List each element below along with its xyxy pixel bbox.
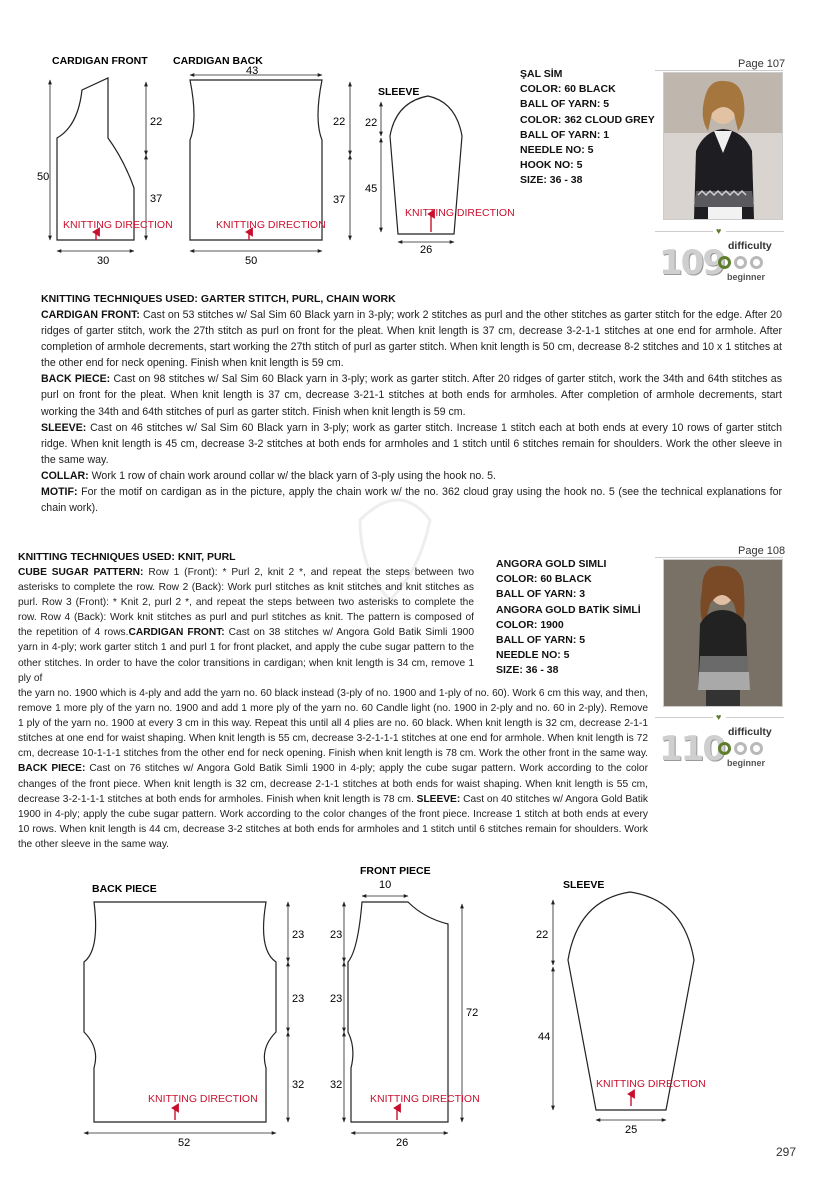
cardigan-front-title: CARDIGAN FRONT [52,55,148,67]
instruction-paragraph: MOTIF: For the motif on cardigan as in the picture, apply the chain work w/ the no. 362 cloud gray using the hook no. 5 (see the technical explanations for chain work). [41,486,782,515]
back2-b-dim: 23 [292,993,305,1005]
model-110-photo-art [664,560,782,706]
instructions-109 [41,307,782,516]
instruction-paragraph: CUBE SUGAR PATTERN: Row 1 (Front): * Purl 2, knit 2 *, and repeat the steps between two asterisks to complete the row. Row 2 (Back): Work purl stitches as knit stitches and knit stitches as purl. Row 3 (Front): * Knit 2, purl 2 *, and repeat the steps between two asterisks to complete the row. Row 4 (Back): Work knit stitches as purl and purl stitches as knit. The pattern is composed of the repetition of 4 rows.CARDIGAN FRONT: Cast on 38 stitches w/ Angora Gold Batik Simli 1900 yarn in 4-ply; work garter stitch 1 and purl 1 for front placket, and apply the cube sugar pattern to the other stitches. In order to have the color transitions in cardigan; when knit length is 34 cm, remove 1 ply of [18,567,474,684]
spec-line: BALL OF YARN: 3 [496,588,586,601]
front2-c-dim: 32 [330,1079,343,1091]
cardigan-front-outline [57,78,134,240]
front2-knitting-direction: KNITTING DIRECTION [370,1093,480,1105]
back-piece-title: BACK PIECE [92,883,157,895]
page-label-107: Page 107 [738,58,786,70]
back2-width-dim: 52 [178,1137,191,1149]
back-top-dim: 43 [246,65,259,77]
sleeve2-width-dim: 25 [625,1124,638,1136]
front-piece-title: FRONT PIECE [360,865,431,877]
front-upper-dim: 22 [150,116,163,128]
heart-rule-109b [726,231,784,232]
back-upper-dim: 22 [333,116,346,128]
sleeve-title-2: SLEEVE [563,879,605,891]
cardigan-back-title: CARDIGAN BACK [173,55,263,67]
heart-marker-109: ♥ [716,226,722,236]
spec-line: BALL OF YARN: 1 [520,128,610,141]
model-110-photo [663,559,783,707]
level-110: beginner [727,758,766,768]
instruction-paragraph: SLEEVE: Cast on 46 stitches w/ Sal Sim 60 Black yarn in 3-ply; work as garter stitch. Increase 1 stitch each at both ends at every 10 rows of garter stitch ridge. When knit length is 45 cm, decrease 3-2 stitches at both ends for armholes and 1 stitch until 6 stitches remain for shoulders. Work the other sleeve in the same way. [41,421,782,466]
front2-width-dim: 26 [396,1137,409,1149]
difficulty-dots-109 [718,256,770,272]
sleeve-title-1: SLEEVE [378,86,420,98]
spec-line: COLOR: 362 CLOUD GREY [520,113,655,126]
sleeve1-knitting-direction: KNITTING DIRECTION [405,207,515,219]
sleeve1-length-dim: 45 [365,183,378,195]
difficulty-label-109: difficulty [728,240,772,252]
front2-top-dim: 10 [379,879,392,891]
front-knitting-direction: KNITTING DIRECTION [63,219,173,231]
techniques-110: KNITTING TECHNIQUES USED: KNIT, PURL [18,551,236,563]
spec-line: ŞAL SİM [520,68,563,80]
spec-line: BALL OF YARN: 5 [496,634,586,647]
spec-line: NEEDLE NO: 5 [496,649,570,662]
model-number-110: 110 [659,729,724,769]
instruction-paragraph: the yarn no. 1900 which is 4-ply and add the yarn no. 60 black instead (3-ply of no. 1900 and 1-ply of no. 60). Work 6 cm this way, and then, remove 1 more ply of the yarn no. 1900 and add 1 more ply of the yarn no. 60 Candle light (no. 1900 in 2-ply and no. 60 in 2-ply). Remove 1 ply of the yarn no. 1900 at every 3 cm in this way. Repeat this until all 4 plies are no. 60 black. When knit length is 32 cm, decrease 2-1-1 stitches at one end for waist shaping. When knit length is 55 cm, decrease 3-2-1-1-1 stitches at one end for armhole. When knit length is 72 cm, decrease 10-1-1-1 stitches from the other end for neck opening. Finish when knit length is 78 cm. Work the other front in the same way. BACK PIECE: Cast on 76 stitches w/ Angora Gold Batik Simli 1900 in 4-ply; apply the cube sugar pattern. Work according to the color changes of the front piece. When knit length is 32 cm, decrease 2-1-1 stitches at both ends for waist shaping. When knit length is 55 cm, decrease 3-2-1-1-1 stitches at both ends for armholes. Finish when knit length is 78 cm. SLEEVE: Cast on 40 stitches w/ Angora Gold Batik 1900 in 4-ply; apply the cube sugar pattern. Work according to the color changes of the front piece. Increase 1 stitch at both ends at every 10 rows. When knit length is 44 cm, decrease 3-2 stitches at both ends for armholes and 1 stitch until 6 stitches remain for shoulders. Work the other sleeve in the same way. [18,688,648,850]
sleeve2-knitting-direction: KNITTING DIRECTION [596,1078,706,1090]
difficulty-dot-empty [734,742,747,755]
sleeve2-cap-dim: 22 [536,929,549,941]
difficulty-dot-empty [750,256,763,269]
difficulty-dot-filled [718,256,731,269]
difficulty-dot-empty [750,742,763,755]
difficulty-dot-empty [734,256,747,269]
sleeve1-cap-dim: 22 [365,117,378,129]
model-109-photo [663,72,783,220]
model-110-spec [496,557,641,679]
back2-c-dim: 32 [292,1079,305,1091]
heart-marker-110: ♥ [716,712,722,722]
model-number-109: 109 [659,243,724,283]
section2-divider [655,557,783,558]
spec-line: HOOK NO: 5 [520,159,583,172]
spec-line: BALL OF YARN: 5 [520,98,610,111]
instructions-110-narrow [18,565,474,686]
spec-line: ANGORA GOLD SIMLI [496,558,607,570]
back-lower-dim: 37 [333,194,346,206]
spec-line: COLOR: 1900 [496,618,564,631]
spec-line: NEEDLE NO: 5 [520,144,594,157]
cardigan-back-outline [190,80,322,240]
back-piece-outline [84,902,276,1122]
techniques-109: KNITTING TECHNIQUES USED: GARTER STITCH, PURL, CHAIN WORK [41,293,396,305]
section1-divider [655,70,783,71]
front2-b-dim: 23 [330,993,343,1005]
front-lower-dim: 37 [150,193,163,205]
back-width-dim: 50 [245,255,258,267]
back2-knitting-direction: KNITTING DIRECTION [148,1093,258,1105]
page-label-108: Page 108 [738,545,786,557]
front-width-dim: 30 [97,255,110,267]
front-height-dim: 50 [37,171,50,183]
level-109: beginner [727,272,766,282]
front2-a-dim: 23 [330,929,343,941]
difficulty-label-110: difficulty [728,726,772,738]
heart-rule-110 [655,717,713,718]
instruction-paragraph: CARDIGAN FRONT: Cast on 53 stitches w/ Sal Sim 60 Black yarn in 3-ply; work 2 stitches as purl and the other stitches as garter stitch for the edge. After 20 ridges of garter stitch, work the 27th stitch as purl on front for the pleat. When knit length is 37 cm, decrease 3-2-1-1 stitches at one end for armhole. After completion of armhole decrements, start working the 27th stitch of purl as garter stitch. When knit length is 50 cm, decrease 8-2 stitches and 10 x 1 stitches at the other end for neck opening. Finish when knit length is 59 cm. [41,309,782,370]
difficulty-dot-filled [718,742,731,755]
sleeve1-width-dim: 26 [420,244,433,256]
page-number: 297 [776,1145,797,1159]
difficulty-dots-110 [718,742,770,758]
back-knitting-direction: KNITTING DIRECTION [216,219,326,231]
model-109-photo-art [664,73,782,219]
model-109-spec [520,67,655,189]
instruction-paragraph: COLLAR: Work 1 row of chain work around collar w/ the black yarn of 3-ply using the hook no. 5. [41,469,496,482]
instruction-paragraph: BACK PIECE: Cast on 98 stitches w/ Sal Sim 60 Black yarn in 3-ply; work as garter stitch. After 20 ridges of garter stitch, work the 34th and 64th stitches as purl on front for the pleat. When knit length is 37 cm, decrease 3-21-1 stitches at both ends for armholes. After completion of armhole decrements, start working the 34th and 64th stitches of purl as garter stitch. Finish when knit length is 59 cm. [41,373,782,418]
instructions-110-wide [18,686,648,852]
heart-rule-109 [655,231,713,232]
front-piece-outline [348,902,448,1122]
spec-line: ANGORA GOLD BATİK SİMLİ [496,603,641,616]
front2-total-dim: 72 [466,1007,479,1019]
back2-a-dim: 23 [292,929,305,941]
sleeve2-length-dim: 44 [538,1031,551,1043]
spec-line: SIZE: 36 - 38 [496,664,559,677]
heart-rule-110b [726,717,784,718]
spec-line: SIZE: 36 - 38 [520,174,583,187]
spec-line: COLOR: 60 BLACK [520,83,616,96]
spec-line: COLOR: 60 BLACK [496,573,592,586]
